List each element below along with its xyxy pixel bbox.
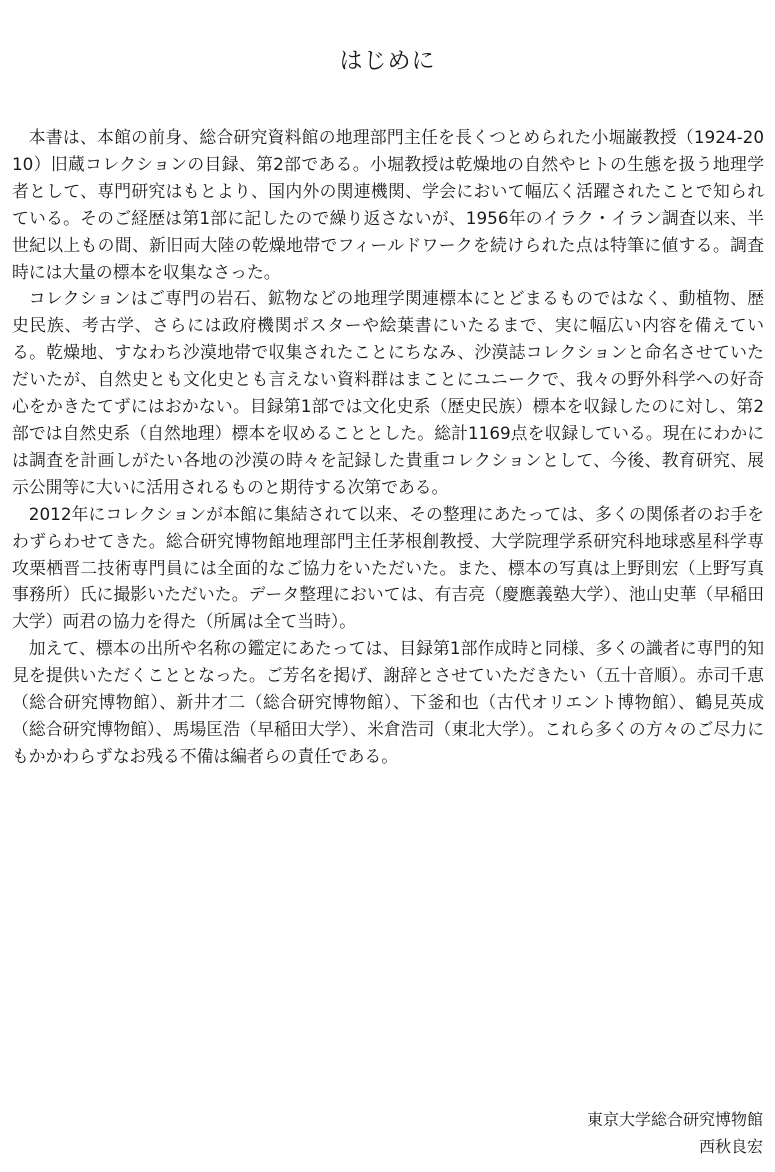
signature-organization: 東京大学総合研究博物館 [586,1110,763,1129]
signature [587,1106,763,1160]
page-title: はじめに [339,48,436,74]
body-text [12,124,764,770]
paragraph-3: 2012年にコレクションが本館に集結されて以来、その整理にあたっては、多くの関係者のお手をわずらわせてきた。総合研究博物館地理部門主任茅根創教授、大学院理学系研究科地球惑星科学専攻栗栖晋二技術専門員には全面的なご協力をいただいた。また、標本の写真は上野則宏（上野写真事務所）氏に撮影いただいた。データ整理においては、有吉亮（慶應義塾大学）、池山史華（早稲田大学）両君の協力を得た（所属は全て当時）。 [12,503,764,632]
paragraph-1: 本書は、本館の前身、総合研究資料館の地理部門主任を長くつとめられた小堀巌教授（1924-2010）旧蔵コレクションの目録、第2部である。小堀教授は乾燥地の自然やヒトの生態を扱う地理学者として、専門研究はもとより、国内外の関連機関、学会において幅広く活躍されたことで知られている。そのご経歴は第1部に記したので繰り返さないが、1956年のイラク・イラン調査以来、半世紀以上もの間、新旧両大陸の乾燥地帯でフィールドワークを続けられた点は特筆に値する。調査時には大量の標本を収集なさった。 [12,127,764,282]
signature-author: 西秋良宏 [698,1137,763,1156]
paragraph-4: 加えて、標本の出所や名称の鑑定にあたっては、目録第1部作成時と同様、多くの識者に専門的知見を提供いただくこととなった。ご芳名を掲げ、謝辞とさせていただきたい（五十音順）。赤司千恵（総合研究博物館）、新井才二（総合研究博物館）、下釜和也（古代オリエント博物館）、鶴見英成（総合研究博物館）、馬場匡浩（早稲田大学）、米倉浩司（東北大学）。これら多くの方々のご尽力にもかかわらずなお残る不備は編者らの責任である。 [12,638,764,766]
paragraph-2: コレクションはご専門の岩石、鉱物などの地理学関連標本にとどまるものではなく、動植物、歴史民族、考古学、さらには政府機関ポスターや絵葉書にいたるまで、実に幅広い内容を備えている。乾燥地、すなわち沙漠地帯で収集されたことにちなみ、沙漠誌コレクションと命名させていただいたが、自然史とも文化史とも言えない資料群はまことにユニークで、我々の野外科学への好奇心をかきたてずにはおかない。目録第1部では文化史系（歴史民族）標本を収録したのに対し、第2部では自然史系（自然地理）標本を収めることとした。総計1169点を収録している。現在にわかには調査を計画しがたい各地の沙漠の時々を記録した貴重コレクションとして、今後、教育研究、展示公開等に大いに活用されるものと期待する次第である。 [12,288,764,497]
